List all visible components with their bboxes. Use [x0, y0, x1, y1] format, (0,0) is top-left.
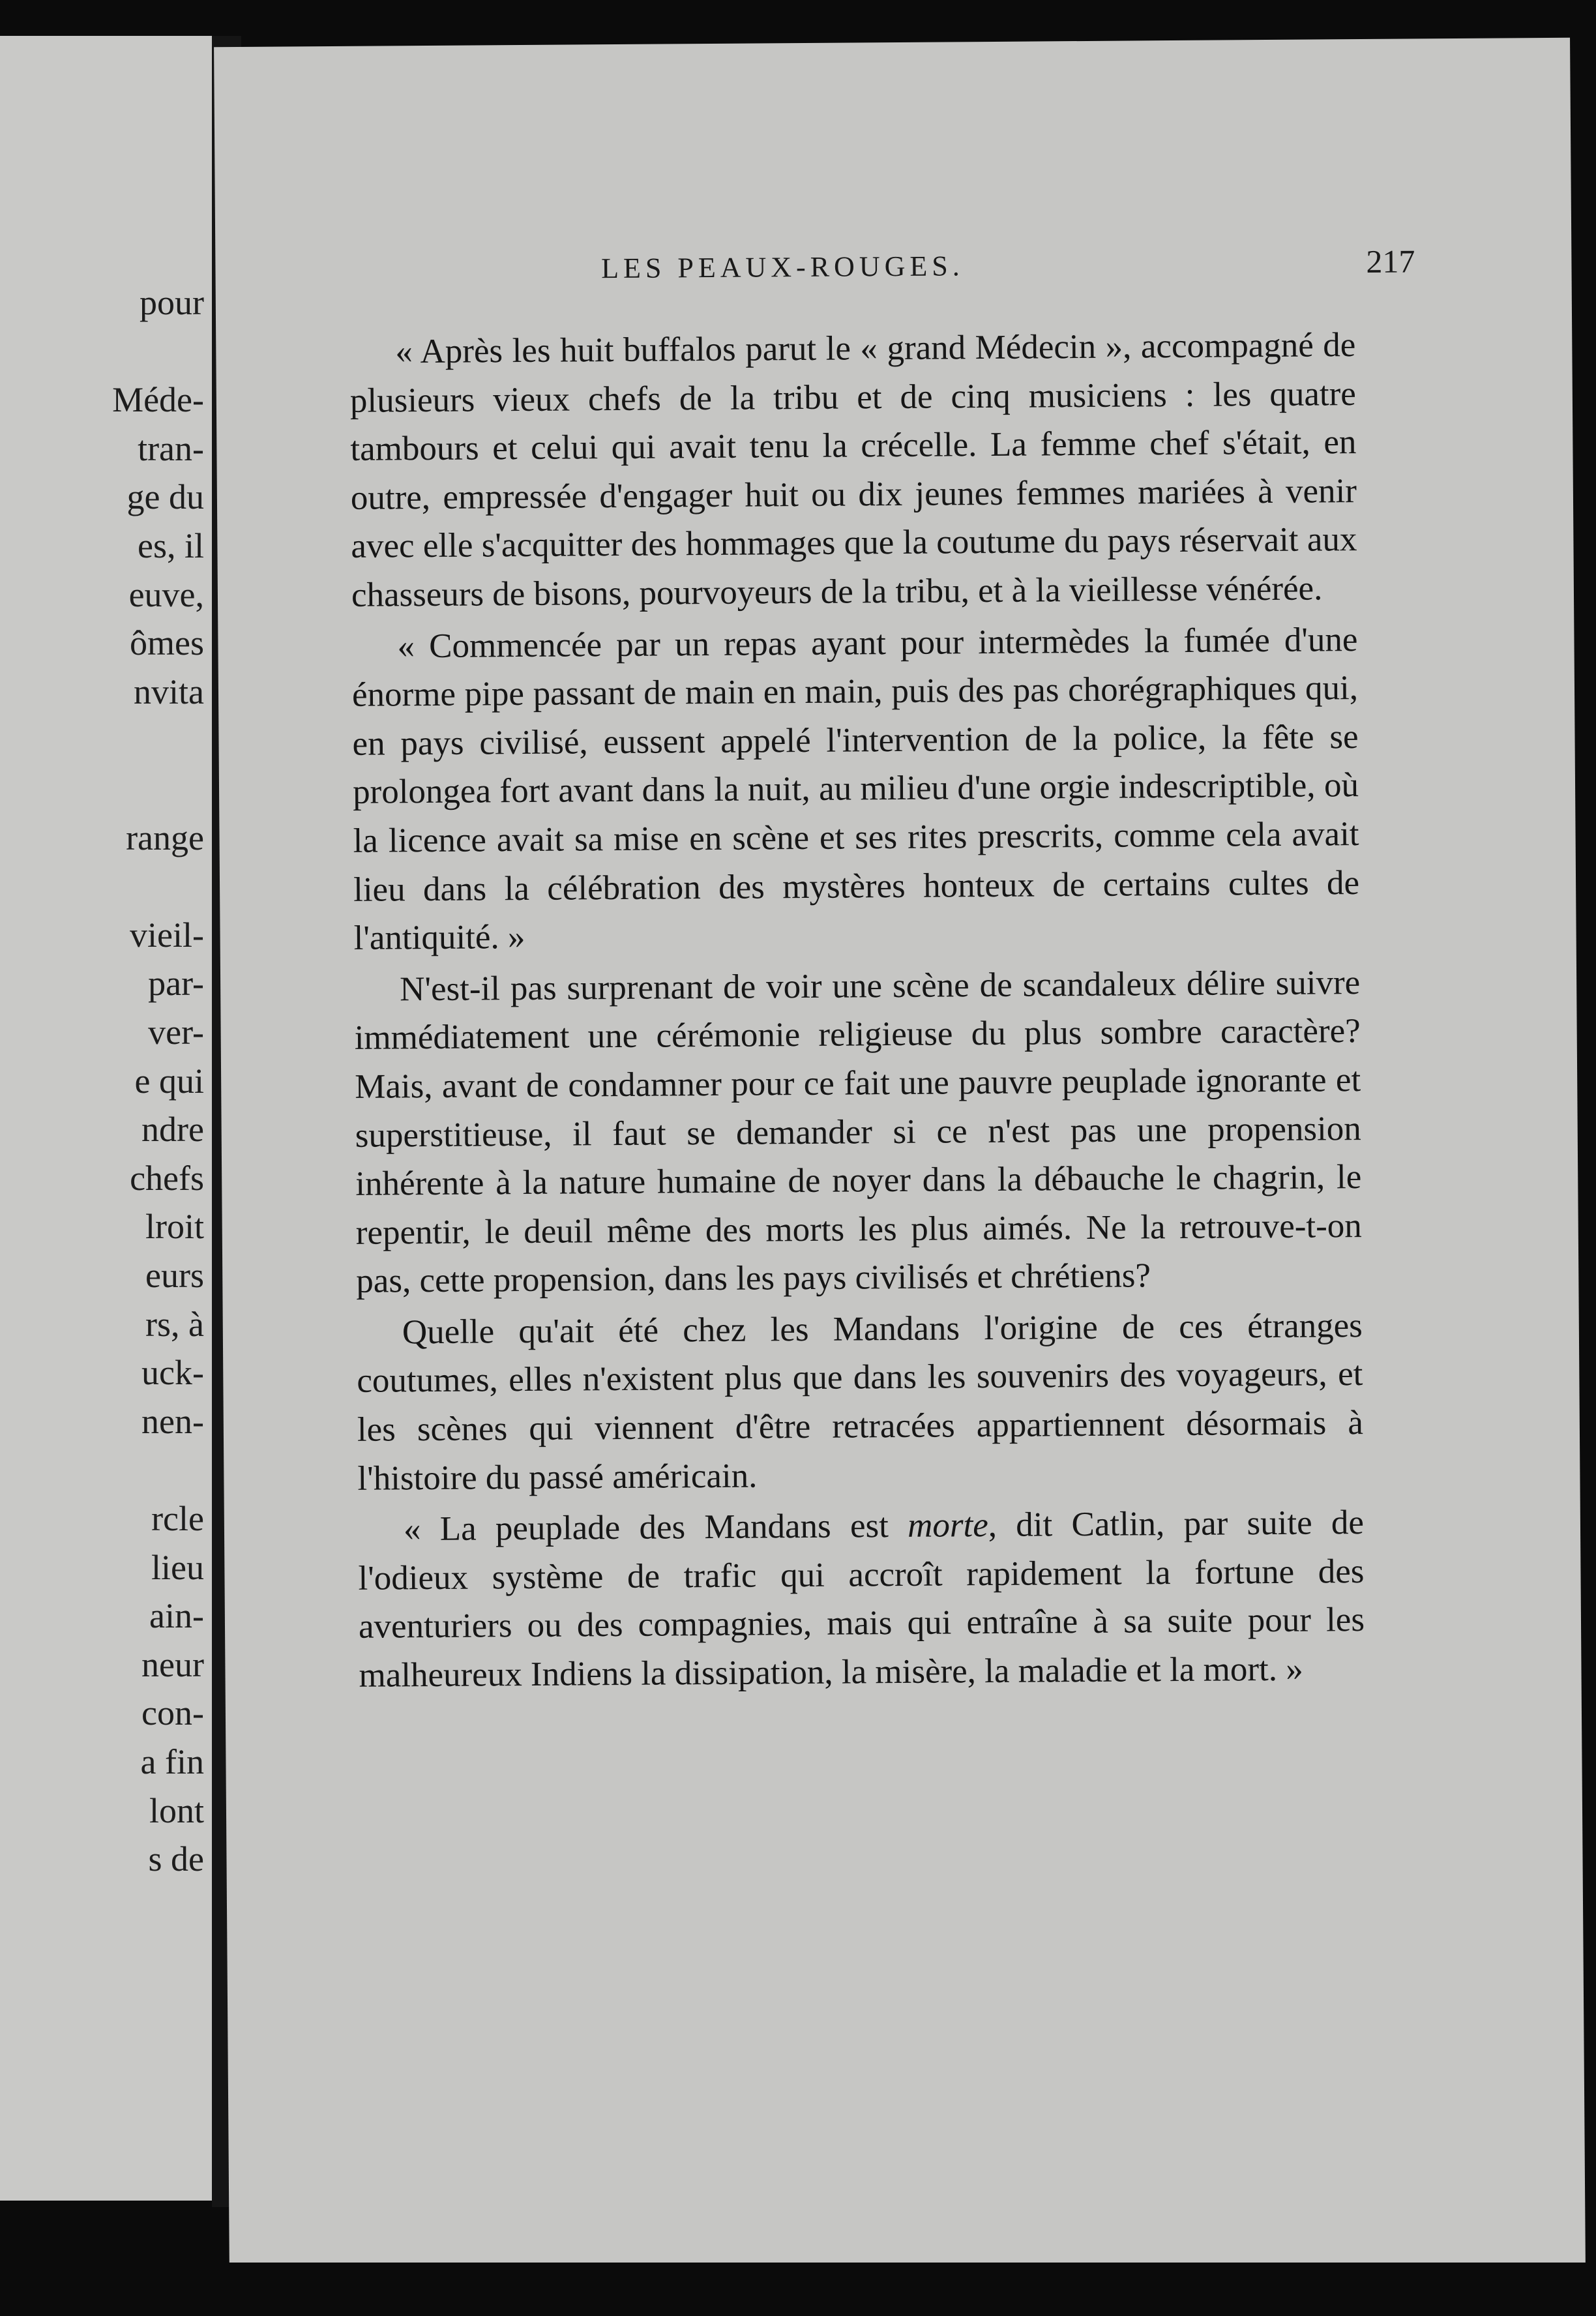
paragraph: [349, 321, 1357, 619]
left-page-line: es, il: [138, 526, 204, 565]
left-page-line: par-: [148, 964, 204, 1003]
left-page-line: a fin: [140, 1742, 204, 1781]
paragraph-text: « La peuplade des Mandans est: [403, 1507, 908, 1549]
left-page-line: ain-: [149, 1596, 204, 1636]
left-page-line: ndre: [141, 1110, 204, 1150]
paragraph: [354, 958, 1363, 1306]
left-page-fragment: [0, 36, 212, 2201]
paragraph-text: N'est-il pas surprenant de voir une scène de scandaleux délire suivre immédiatement une cérémonie religieuse du plus sombre caractère? Mais, avant de condamner pour ce fait une pauvre peuplade ignorante et superstitieuse, il faut se demander si ce n'est pas une propension inhérente à la nature humaine de noyer dans la débauche le chagrin, le repentir, le deuil même des morts les plus aimés. Ne la retrouve-t-on pas, cette propension, dans les pays civilisés et chrétiens?: [354, 963, 1362, 1301]
left-page-line: nvita: [134, 672, 204, 711]
left-page-line: e qui: [134, 1061, 204, 1101]
left-page-line: pour: [140, 283, 204, 322]
left-page-line: range: [126, 818, 204, 857]
paragraph: [351, 616, 1360, 963]
left-page-line: ômes: [130, 623, 204, 663]
left-page-line: vieil-: [130, 915, 204, 955]
paragraph-text: Quelle qu'ait été chez les Mandans l'origine de ces étranges coutumes, elles n'existent plus que dans les souvenirs des voyageurs, et les scènes qui viennent d'être retracées appartiennent désormais à l'histoire du passé américain.: [357, 1306, 1364, 1498]
page: [214, 38, 1586, 2277]
left-page-line: Méde-: [112, 380, 204, 420]
left-page-line: tran-: [138, 428, 204, 468]
left-page-line: neur: [141, 1644, 204, 1684]
left-page-line: eurs: [145, 1256, 204, 1295]
paragraph: [357, 1301, 1364, 1503]
left-page-line: rs, à: [145, 1304, 204, 1344]
left-page-line: lroit: [145, 1207, 204, 1247]
left-page-line: euve,: [128, 574, 204, 614]
left-page-line: ver-: [148, 1013, 204, 1052]
page-number: 217: [1366, 243, 1415, 280]
left-page-line: lieu: [151, 1547, 204, 1587]
left-page-line: rcle: [151, 1499, 204, 1538]
left-page-line: s de: [148, 1839, 204, 1879]
running-head: LES PEAUX-ROUGES.: [601, 250, 964, 285]
body-text: [349, 321, 1365, 1700]
left-page-line: con-: [141, 1693, 204, 1733]
paragraph-text: , dit Catlin, par suite de l'odieux système de trafic qui accroît rapidement la fortune des aventuriers ou des compagnies, mais qui entraîne à sa suite pour les malheureux Indiens la dissipation, la misère, la maladie et la mort. »: [358, 1504, 1365, 1695]
left-page-line: lont: [149, 1790, 204, 1830]
left-page-line: chefs: [130, 1158, 204, 1198]
left-page-line: nen-: [141, 1401, 204, 1441]
paragraph: [358, 1498, 1365, 1700]
paragraph-text: « Commencée par un repas ayant pour intermèdes la fumée d'une énorme pipe passant de main en main, puis des pas chorégraphiques qui, en pays civilisé, eussent appelé l'intervention de la police, la fête se prolongea fort avant dans la nuit, au milieu d'une orgie indescriptible, où la licence avait sa mise en scène et ses rites prescrits, comme cela avait lieu dans la célébration des mystères honteux de certains cultes de l'antiquité. »: [351, 620, 1360, 957]
italic-text: morte: [907, 1506, 988, 1545]
scan-border: [215, 2263, 1596, 2316]
left-page-line: ge du: [126, 477, 204, 517]
left-page-line: uck-: [141, 1353, 204, 1393]
paragraph-text: « Après les huit buffalos parut le « grand Médecin », accompagné de plusieurs vieux chefs de la tribu et de cinq musiciens : les quatre tambours et celui qui avait tenu la crécelle. La femme chef s'était, en outre, empressée d'engager huit ou dix jeunes femmes mariées à venir avec elle s'acquitter des hommages que la coutume du pays réservait aux chasseurs de bisons, pourvoyeurs de la tribu, et à la vieillesse vénérée.: [349, 326, 1357, 614]
